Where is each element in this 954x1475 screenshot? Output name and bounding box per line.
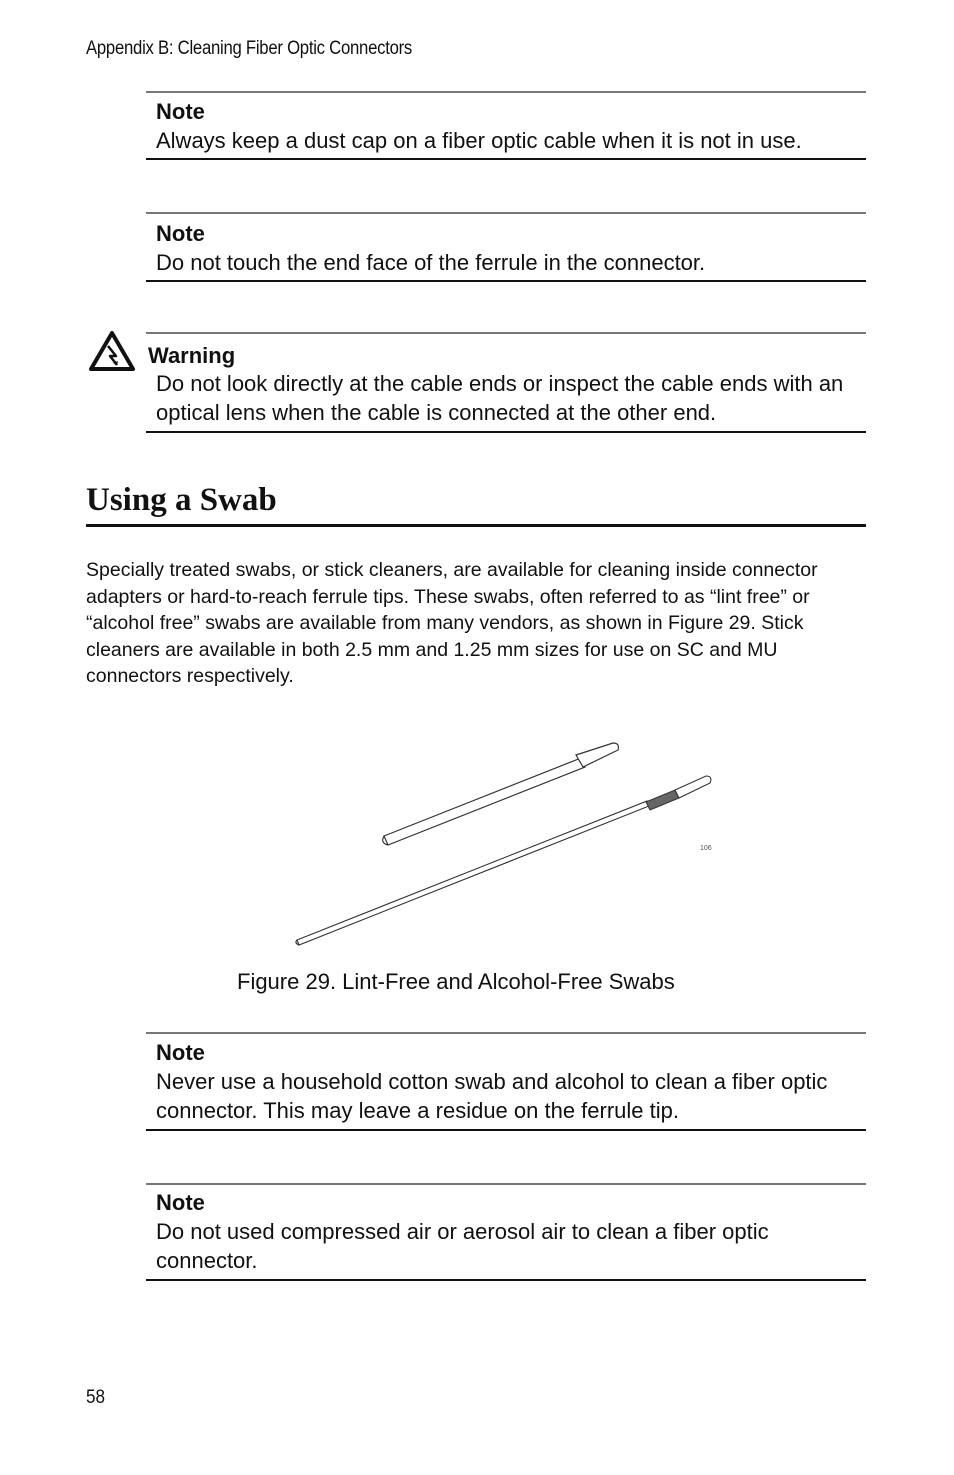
note-callout [146, 212, 866, 282]
note-label: Note [156, 99, 205, 124]
note-text: Do not touch the end face of the ferrule in the connector. [156, 250, 706, 275]
warning-triangle-icon [88, 330, 136, 372]
figure-art-number: 106 [700, 845, 712, 852]
warning-callout [146, 332, 866, 433]
warning-label: Warning [148, 343, 236, 368]
figure-caption: Figure 29. Lint-Free and Alcohol-Free Swabs [237, 969, 675, 994]
page-number: 58 [86, 1387, 106, 1408]
running-header: Appendix B: Cleaning Fiber Optic Connectors [86, 38, 413, 59]
note-callout [146, 1032, 866, 1131]
note-callout [146, 1183, 866, 1281]
section-title: Using a Swab [86, 482, 277, 518]
note-label: Note [156, 221, 205, 246]
note-text: Do not used compressed air or aerosol air to clean a fiber optic connector. [156, 1219, 769, 1273]
note-text: Always keep a dust cap on a fiber optic cable when it is not in use. [156, 128, 802, 153]
note-label: Note [156, 1040, 205, 1065]
section-paragraph: Specially treated swabs, or stick cleaners, are available for cleaning inside connector adapters or hard-to-reach ferrule tips. These swabs, often referred to as “lint free” or “alcohol free” swabs are available from many vendors, as shown in Figure 29. Stick cleaners are available in both 2.5 mm and 1.25 mm sizes for use on SC and MU connectors respectively. [86, 559, 818, 687]
stick-cleaner [296, 776, 711, 945]
note-text: Never use a household cotton swab and alcohol to clean a fiber optic connector. This may leave a residue on the ferrule tip. [156, 1069, 828, 1123]
swabs-illustration [280, 735, 730, 955]
warning-text: Do not look directly at the cable ends or inspect the cable ends with an optical lens when the cable is connected at the other end. [156, 371, 844, 425]
note-label: Note [156, 1190, 205, 1215]
section-rule [86, 524, 866, 527]
note-callout [146, 91, 866, 160]
